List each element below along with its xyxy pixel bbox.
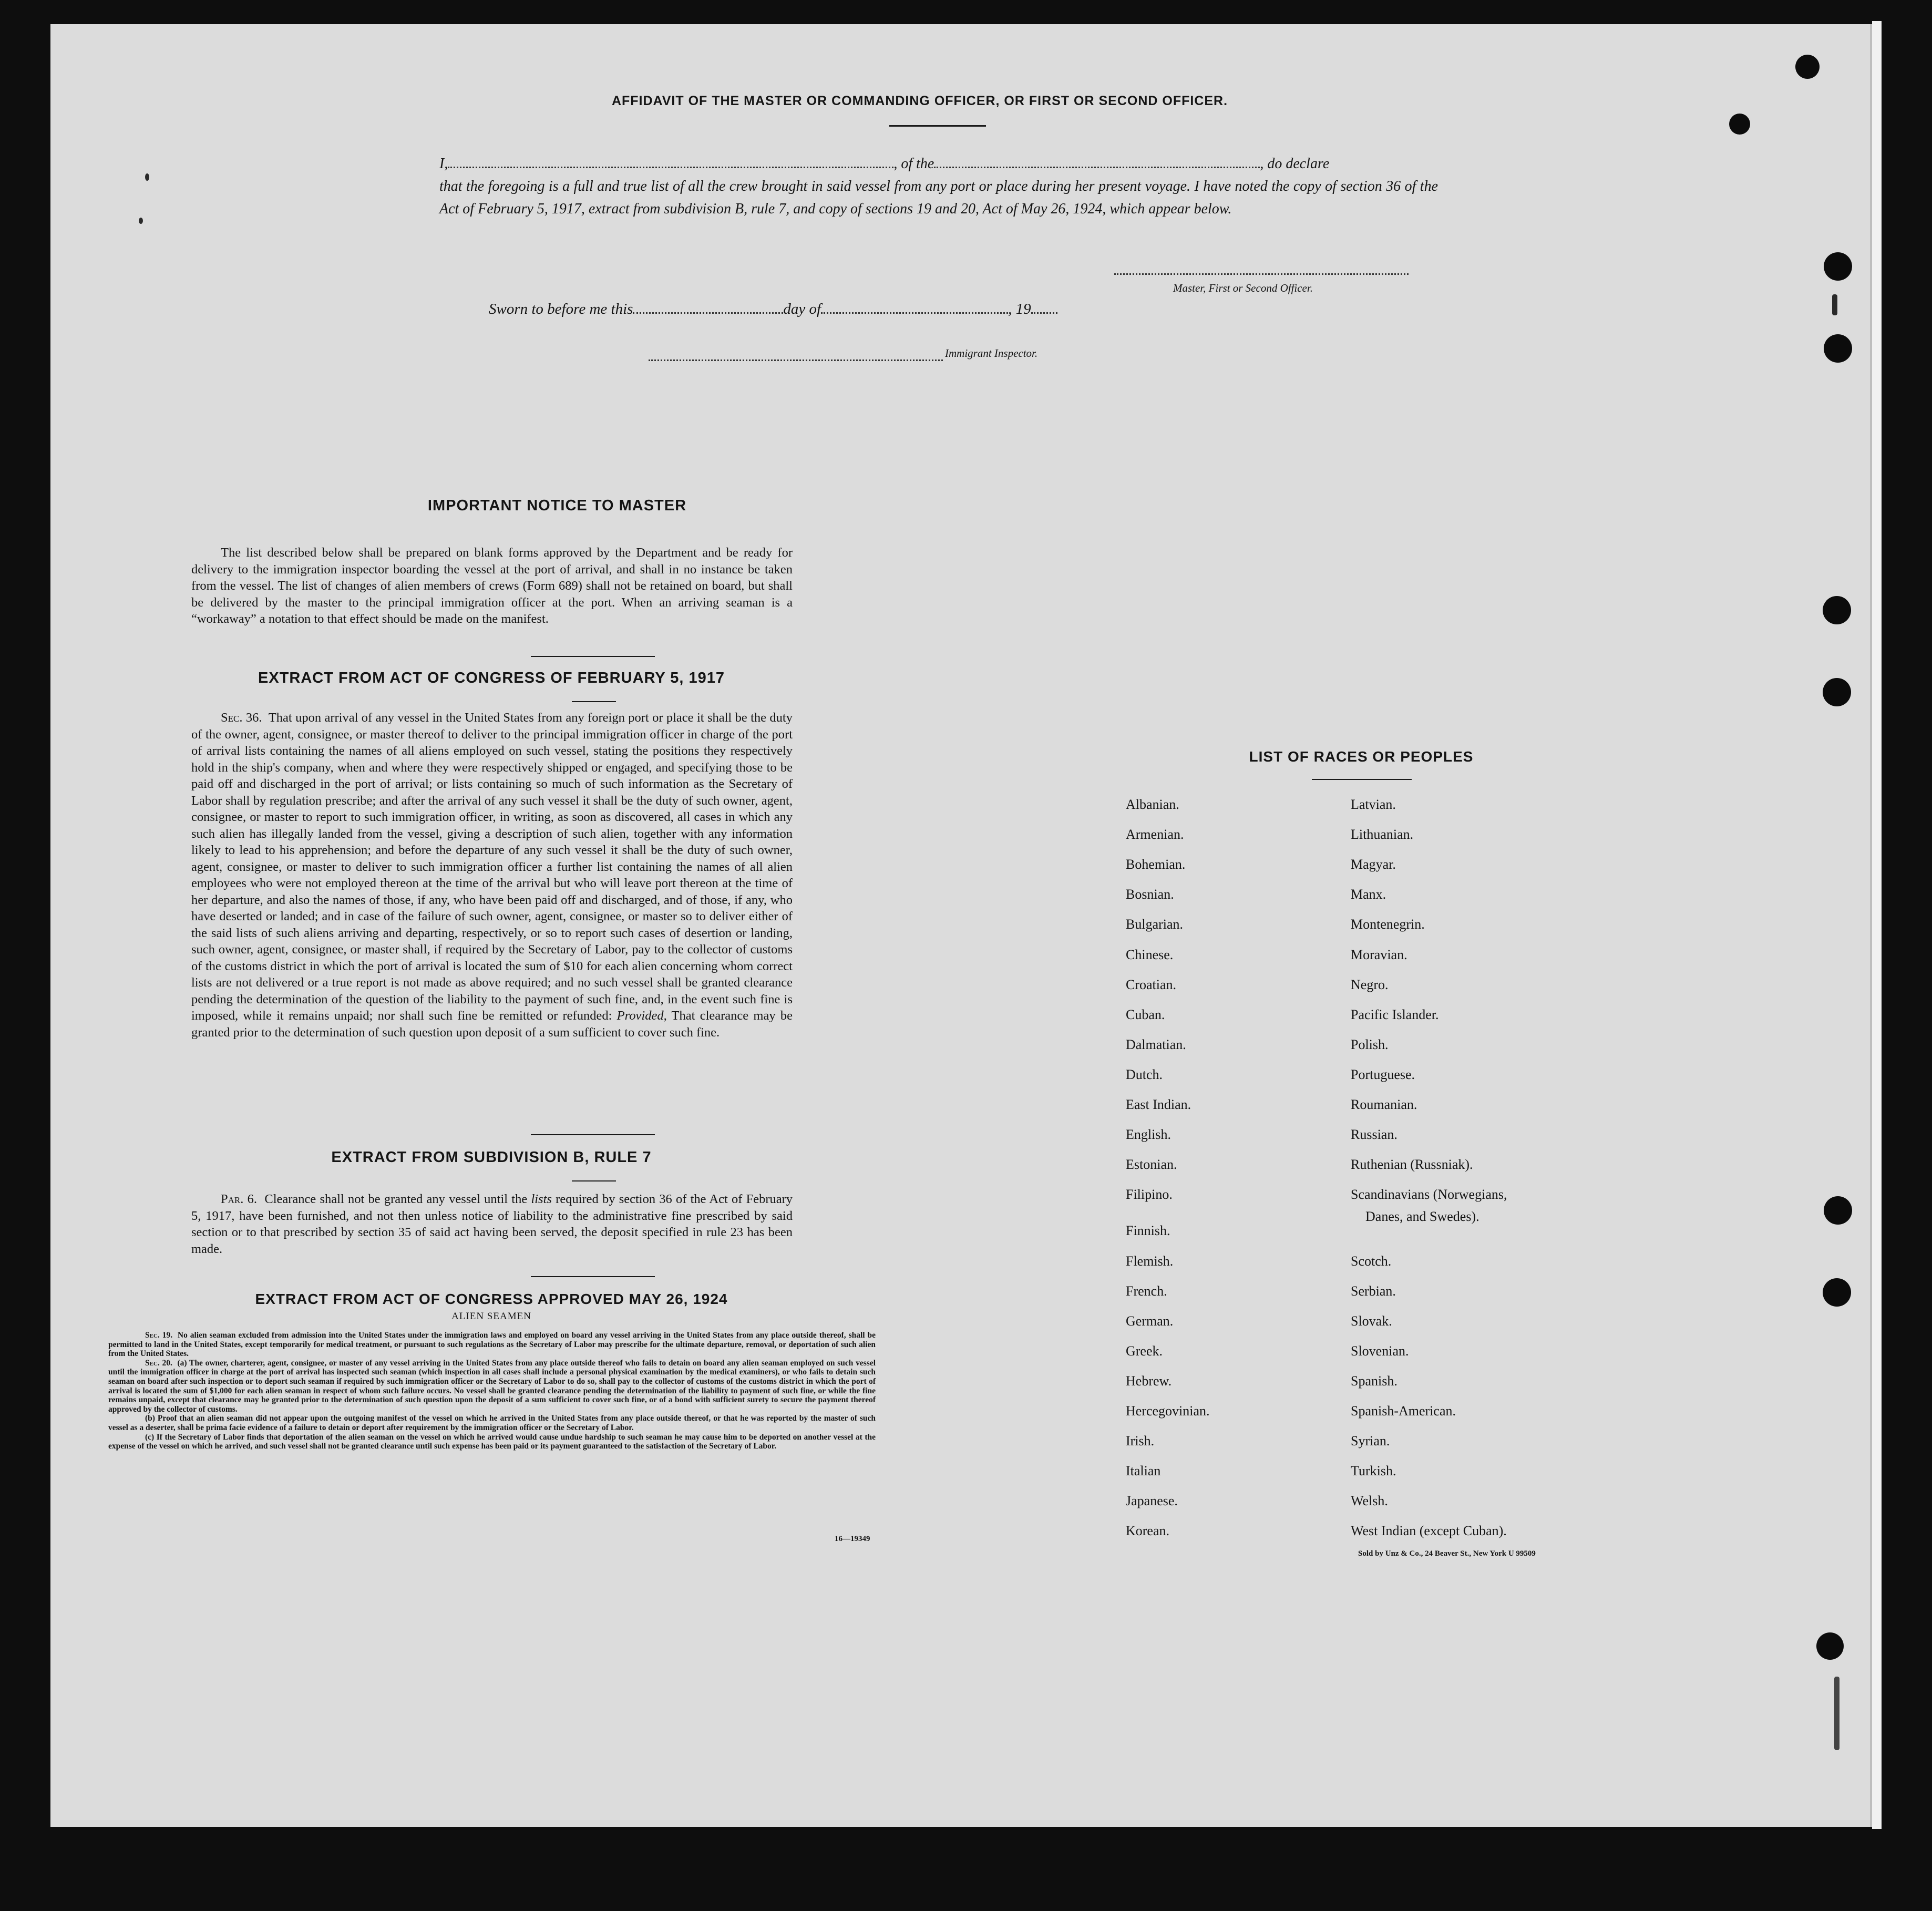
race-item: Korean.	[1126, 1523, 1170, 1539]
extract-1924-title: EXTRACT FROM ACT OF CONGRESS APPROVED MAY 26, 1924	[255, 1291, 728, 1307]
race-item: Spanish.	[1351, 1373, 1397, 1389]
affidavit-title: AFFIDAVIT OF THE MASTER OR COMMANDING OFFICER, OR FIRST OR SECOND OFFICER.	[611, 94, 1228, 108]
race-item: Polish.	[1351, 1036, 1389, 1052]
sections-19-20-text	[108, 1331, 876, 1451]
race-item: Scandinavians (Norwegians,	[1351, 1187, 1507, 1203]
punch-hole	[1824, 334, 1852, 363]
punch-hole	[1795, 55, 1820, 79]
race-item: Roumanian.	[1351, 1097, 1417, 1112]
sworn-month-blank[interactable]	[821, 302, 1008, 314]
race-item: West Indian (except Cuban).	[1351, 1523, 1507, 1539]
section-20-label: Sec. 20.	[145, 1358, 172, 1368]
race-item: Serbian.	[1351, 1283, 1396, 1299]
master-label: Master, First or Second Officer.	[1173, 282, 1313, 294]
sworn-day-blank[interactable]	[633, 302, 783, 314]
races-title: LIST OF RACES OR PEOPLES	[1249, 748, 1474, 765]
section-20c: (c) If the Secretary of Labor finds that deportation of the alien seaman on the vessel on which he arrived would cause undue hardship to such seaman he may cause him to be deported on another vessel at the expense of the vessel on which he arrived, and such vessel shall not be granted clearance until such expense has been paid or its payment guaranteed to the satisfaction of the Secretary of Labor.	[108, 1432, 876, 1451]
affidavit-do-declare: , do declare	[1260, 156, 1330, 172]
paragraph-6-text-b: required by section 36 of the Act of February 5, 1917, have been furnished, and not then unless notice of liability to the administrative fine prescribed by said section or to that prescribed by section 35 of said act having been served, the deposit specified in rule 23 has been made.	[191, 1192, 793, 1256]
race-item: Montenegrin.	[1351, 917, 1425, 932]
race-item: Slovak.	[1351, 1313, 1392, 1329]
affidavit-i: I,	[439, 156, 448, 172]
provided-word: Provided,	[616, 1009, 667, 1023]
section-rule	[531, 1276, 655, 1277]
race-item: Scotch.	[1351, 1253, 1392, 1269]
race-item: Bulgarian.	[1126, 917, 1184, 932]
affidavit-body: that the foregoing is a full and true list of all the crew brought in said vessel from any port or place during her present voyage. I have noted the copy of section 36 of the Act of February 5, 1917, extract from subdivision B, rule 7, and copy of sections 19 and 20, Act of May 26, 1924, which appear below.	[439, 178, 1438, 217]
punch-hole	[1824, 252, 1852, 281]
race-item: Hebrew.	[1126, 1373, 1172, 1389]
race-item: Estonian.	[1126, 1157, 1177, 1173]
section-rule	[572, 1180, 616, 1181]
sworn-text-b: day of	[783, 301, 821, 317]
race-item: Finnish.	[1126, 1223, 1170, 1239]
race-item: Negro.	[1351, 977, 1389, 992]
sworn-year-blank[interactable]	[1031, 302, 1057, 314]
sworn-text-a: Sworn to before me this	[489, 301, 633, 317]
race-item: Latvian.	[1351, 797, 1396, 812]
sheet-edge	[1872, 21, 1882, 1829]
race-item: Armenian.	[1126, 827, 1184, 843]
affidavit-of-the: , of the	[893, 156, 934, 172]
section-rule	[572, 701, 616, 702]
race-item: Slovenian.	[1351, 1343, 1409, 1359]
inspector-label: Immigrant Inspector.	[945, 347, 1038, 359]
race-item: Russian.	[1351, 1127, 1397, 1143]
punch-hole	[1824, 1196, 1852, 1225]
punch-hole	[1729, 114, 1750, 135]
race-item: Portuguese.	[1351, 1066, 1415, 1082]
seller-imprint: Sold by Unz & Co., 24 Beaver St., New York U 99509	[1358, 1549, 1536, 1558]
race-item: Pacific Islander.	[1351, 1006, 1439, 1022]
race-item: Ruthenian (Russniak).	[1351, 1157, 1473, 1173]
section-36-tail: That clearance may be granted prior to the determination of such question upon deposit of a sum sufficient to cover such fine.	[191, 1009, 793, 1040]
sworn-text-c: , 19	[1008, 301, 1031, 317]
paragraph-6-text	[191, 1191, 793, 1257]
affidavit-text	[439, 152, 1438, 220]
extract-1917-title: EXTRACT FROM ACT OF CONGRESS OF FEBRUARY 5, 1917	[258, 670, 725, 686]
race-item: German.	[1126, 1313, 1174, 1329]
section-19-label: Sec. 19.	[145, 1331, 173, 1340]
race-item: Chinese.	[1126, 947, 1174, 962]
punch-hole	[1823, 596, 1851, 624]
master-signature-line[interactable]	[1114, 273, 1409, 275]
alien-seamen-subtitle: ALIEN SEAMEN	[451, 1311, 531, 1322]
section-rule	[531, 1134, 655, 1135]
ink-speck	[139, 218, 143, 224]
ink-speck	[145, 173, 149, 181]
punch-hole	[1823, 678, 1851, 706]
races-title-rule	[1312, 779, 1412, 780]
inspector-signature-line[interactable]	[649, 359, 943, 361]
race-item: East Indian.	[1126, 1097, 1191, 1112]
lists-word: lists	[531, 1192, 552, 1206]
form-number: 16—19349	[835, 1535, 870, 1543]
race-item: Dutch.	[1126, 1066, 1163, 1082]
section-19-body: No alien seaman excluded from admission into the United States under the immigration laws and employed on board any vessel arriving in the United States from any place outside thereof, shall be permitted to land in the United States, except temporarily for medical treatment, or pursuant to such regulations as the Secretary of Labor may prescribe for the ultimate departure, removal, or deportation of such alien from the United States.	[108, 1331, 876, 1359]
section-20a-body: (a) The owner, charterer, agent, consignee, or master of any vessel arriving in the United States from any place outside thereof who fails to detain on board any alien seaman employed on such vessel until the immigration officer in charge at the port of arrival has inspected such seaman (which inspection in all cases shall include a personal physical examination by the medical examiners), or who fails to detain such seaman on board after such inspection or to deport such seaman if required by such immigration officer or the Secretary of Labor to do so, shall pay to the collector of customs of the customs district in which the port of arrival is located the sum of $1,000 for each alien seaman in respect of whom such failure occurs. No vessel shall be granted clearance pending the determination of the liability to payment of such fine, or while the fine remains unpaid, except that clearance may be granted prior to the determination of such question upon the deposit of a sum sufficient to cover such fine, or of a bond with sufficient surety to secure the payment thereof approved by the collector of customs.	[108, 1358, 876, 1414]
punch-hole	[1816, 1632, 1844, 1660]
race-item: Filipino.	[1126, 1187, 1173, 1203]
race-item: Hercegovinian.	[1126, 1403, 1210, 1419]
race-item: Danes, and Swedes).	[1365, 1209, 1479, 1224]
section-rule	[531, 656, 655, 657]
race-item: Dalmatian.	[1126, 1036, 1186, 1052]
affidavit-first-line	[439, 152, 1438, 175]
race-item: Spanish-American.	[1351, 1403, 1456, 1419]
name-blank[interactable]	[448, 156, 893, 168]
vessel-blank[interactable]	[934, 156, 1260, 168]
race-item: Italian	[1126, 1463, 1161, 1479]
paragraph-6-label: Par. 6.	[221, 1192, 257, 1206]
ink-speck	[1834, 1677, 1839, 1750]
punch-hole	[1823, 1278, 1851, 1307]
section-20a	[108, 1359, 876, 1414]
race-item: Japanese.	[1126, 1493, 1178, 1509]
notice-text: The list described below shall be prepared on blank forms approved by the Department and be ready for delivery to the immigration inspector boarding the vessel at the port of arrival, and shall in no instance be taken from the vessel. The list of changes of alien members of crews (Form 689) shall not be retained on board, but shall be delivered by the master to the principal immigration officer at the port. When an arriving seaman is a “workaway” a notation to that effect should be made on the manifest.	[191, 546, 793, 626]
race-item: French.	[1126, 1283, 1167, 1299]
race-item: Bosnian.	[1126, 887, 1174, 902]
race-item: English.	[1126, 1127, 1171, 1143]
race-item: Welsh.	[1351, 1493, 1388, 1509]
race-item: Lithuanian.	[1351, 827, 1414, 843]
race-item: Greek.	[1126, 1343, 1163, 1359]
section-20b: (b) Proof that an alien seaman did not appear upon the outgoing manifest of the vessel on which he arrived in the United States from any place outside thereof, or that he was reported by the master of such vessel as a deserter, shall be prima facie evidence of a failure to detain or deport after requirement by the immigration officer or the Secretary of Labor.	[108, 1414, 876, 1432]
notice-title: IMPORTANT NOTICE TO MASTER	[427, 497, 687, 514]
title-rule	[889, 125, 986, 127]
rule-7-title: EXTRACT FROM SUBDIVISION B, RULE 7	[331, 1149, 652, 1166]
race-item: Irish.	[1126, 1433, 1155, 1449]
race-item: Manx.	[1351, 887, 1386, 902]
race-item: Moravian.	[1351, 947, 1407, 962]
race-item: Flemish.	[1126, 1253, 1174, 1269]
section-36-text	[191, 710, 793, 1041]
race-item: Syrian.	[1351, 1433, 1390, 1449]
race-item: Magyar.	[1351, 857, 1396, 872]
section-36-label: Sec. 36.	[221, 711, 262, 725]
ink-speck	[1832, 294, 1837, 315]
sworn-line	[489, 301, 1057, 318]
race-item: Albanian.	[1126, 797, 1179, 812]
section-19	[108, 1331, 876, 1359]
race-item: Croatian.	[1126, 977, 1177, 992]
race-item: Cuban.	[1126, 1006, 1165, 1022]
paragraph-6-text-a: Clearance shall not be granted any vessel until the	[264, 1192, 528, 1206]
race-item: Bohemian.	[1126, 857, 1186, 872]
race-item: Turkish.	[1351, 1463, 1396, 1479]
section-36-body: That upon arrival of any vessel in the United States from any foreign port or place it shall be the duty of the owner, agent, consignee, or master thereof to deliver to the principal immigration officer in charge of the port of arrival lists containing the names of all aliens employed on such vessel, stating the positions they respectively hold in the ship's company, when and where they were respectively shipped or engaged, and specifying those to be paid off and discharged in the port of arrival; or lists containing so much of such information as the Secretary of Labor shall by regulation prescribe; and after the arrival of any such vessel it shall be the duty of such owner, agent, consignee, or master to report to such immigration officer, in writing, as soon as discovered, all cases in which any such alien has illegally landed from the vessel, giving a description of such alien, together with any information likely to lead to his apprehension; and before the departure of any such vessel it shall be the duty of such owner, agent, consignee, or master to deliver to such immigration officer a further list containing the names of all alien employees who were not employed thereon at the time of the arrival but who will leave port thereon at the time of her departure, and also the names of those, if any, who have been paid off and discharged, and of those, if any, who have deserted or landed; and in case of the failure of such owner, agent, consignee, or master so to deliver either of the said lists of such aliens arriving and departing, respectively, or so to report such cases of desertion or landing, such owner, agent, consignee, or master shall, if required by the Secretary of Labor, pay to the collector of customs of the customs district in which the port of arrival is located the sum of $10 for each alien concerning whom correct lists are not delivered or a true report is not made as above required; and no such vessel shall be granted clearance pending the determination of the question of the liability to the payment of such fine, and, in the event such fine is imposed, while it remains unpaid; nor shall such fine be remitted or refunded:	[191, 711, 793, 1023]
